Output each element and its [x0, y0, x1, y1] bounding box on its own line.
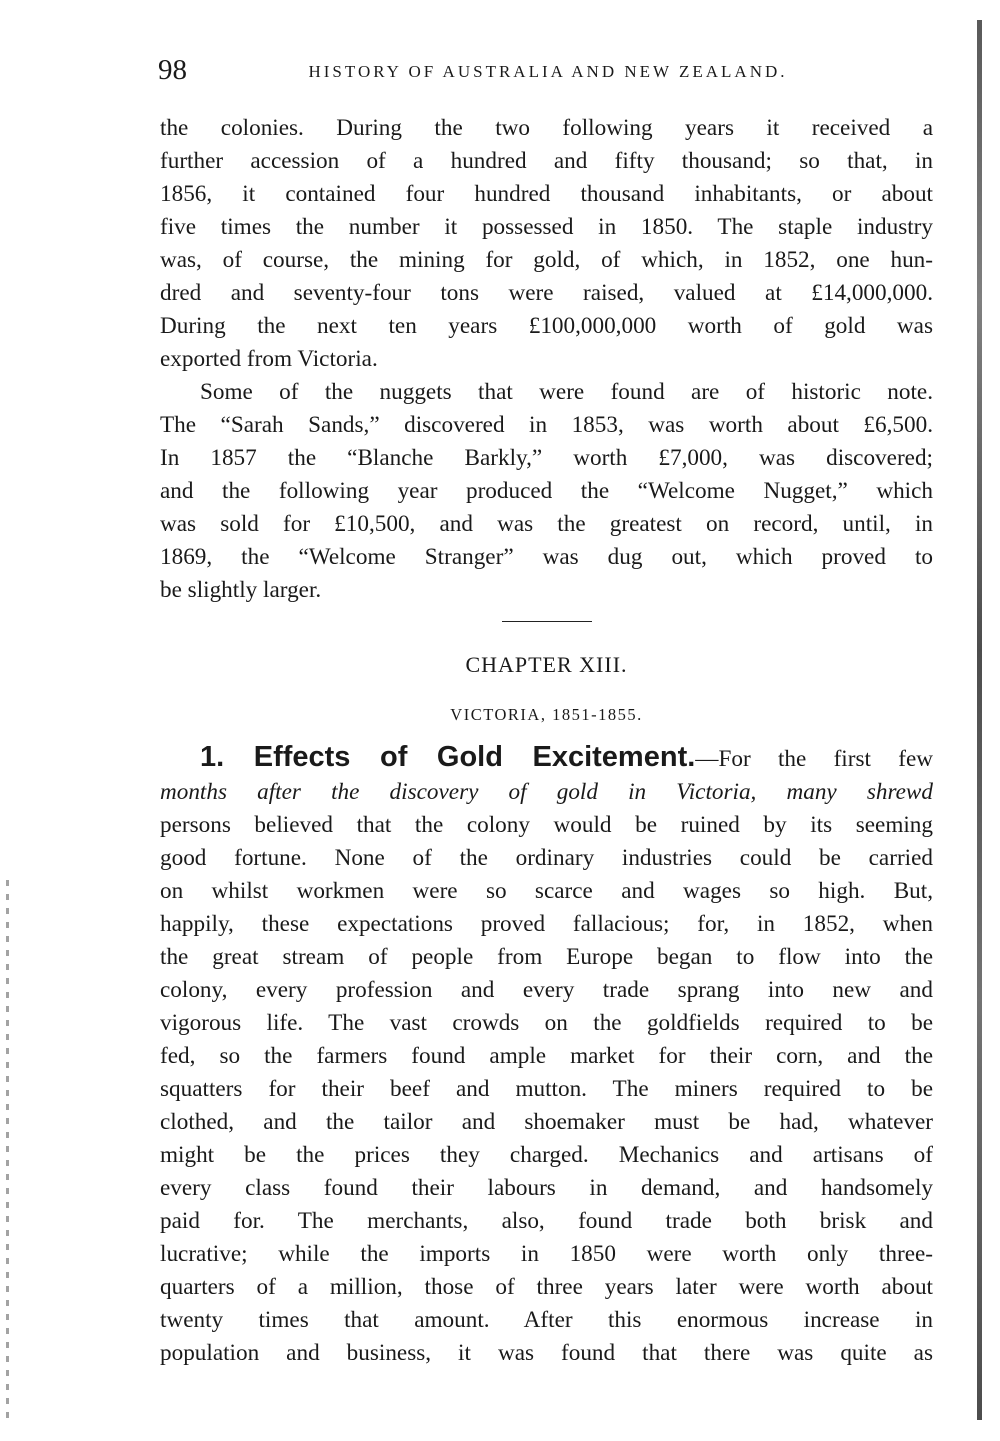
text-line: be slightly larger. — [160, 577, 322, 603]
section-heading: 1. Effects of Gold Excitement. — [200, 741, 696, 773]
paragraph-gold-excitement — [160, 738, 933, 1370]
text-line: happily, these expectations proved fallacious; for, in 1852, when — [160, 911, 933, 937]
section-divider — [502, 621, 592, 622]
text-line: twenty times that amount. After this enormous increase in — [160, 1307, 933, 1333]
text-line: and the following year produced the “Welcome Nugget,” which — [160, 478, 933, 504]
scan-edge-shadow — [977, 20, 982, 1420]
text-line: fed, so the farmers found ample market for their corn, and the — [160, 1043, 933, 1069]
paragraph-colonies-growth — [160, 112, 933, 376]
running-title: HISTORY OF AUSTRALIA AND NEW ZEALAND. — [308, 62, 788, 81]
text-line: 1856, it contained four hundred thousand inhabitants, or about — [160, 181, 933, 207]
text-line: the great stream of people from Europe began to flow into the — [160, 944, 933, 970]
text-line: five times the number it possessed in 1850. The staple industry — [160, 214, 933, 240]
lead-text: —For the first few — [695, 746, 933, 772]
scan-edge-marks — [6, 880, 9, 1420]
text-line: paid for. The merchants, also, found trade both brisk and — [160, 1208, 933, 1234]
text-line: dred and seventy-four tons were raised, valued at £14,000,000. — [160, 280, 933, 306]
text-line: persons believed that the colony would be ruined by its seeming — [160, 812, 933, 838]
text-line: exported from Victoria. — [160, 346, 378, 372]
text-line: vigorous life. The vast crowds on the goldfields required to be — [160, 1010, 933, 1036]
text-line: The “Sarah Sands,” discovered in 1853, was worth about £6,500. — [160, 412, 933, 438]
text-line: quarters of a million, those of three years later were worth about — [160, 1274, 933, 1300]
text-line-italic: months after the discovery of gold in Victoria, many shrewd — [160, 779, 933, 805]
text-line: the colonies. During the two following years it received a — [160, 115, 933, 141]
page-number: 98 — [158, 54, 187, 86]
text-line: In 1857 the “Blanche Barkly,” worth £7,000, was discovered; — [160, 445, 933, 471]
text-line: 1869, the “Welcome Stranger” was dug out, which proved to — [160, 544, 933, 570]
chapter-title: CHAPTER XIII. — [465, 652, 628, 677]
text-line: During the next ten years £100,000,000 worth of gold was — [160, 313, 933, 339]
text-line: was, of course, the mining for gold, of which, in 1852, one hun- — [160, 247, 933, 273]
text-line: was sold for £10,500, and was the greatest on record, until, in — [160, 511, 933, 537]
section-lead-line — [160, 738, 933, 776]
text-line: squatters for their beef and mutton. The miners required to be — [160, 1076, 933, 1102]
text-line: lucrative; while the imports in 1850 were worth only three- — [160, 1241, 933, 1267]
text-line: population and business, it was found that there was quite as — [160, 1340, 933, 1366]
text-line: clothed, and the tailor and shoemaker must be had, whatever — [160, 1109, 933, 1135]
chapter-subtitle: VICTORIA, 1851-1855. — [450, 705, 643, 724]
text-line: further accession of a hundred and fifty thousand; so that, in — [160, 148, 933, 174]
text-line: Some of the nuggets that were found are of historic note. — [200, 379, 933, 405]
text-line: good fortune. None of the ordinary industries could be carried — [160, 845, 933, 871]
text-line: on whilst workmen were so scarce and wages so high. But, — [160, 878, 933, 904]
page-header — [158, 50, 938, 90]
paragraph-nuggets — [160, 376, 933, 607]
text-line: might be the prices they charged. Mechanics and artisans of — [160, 1142, 933, 1168]
text-line: colony, every profession and every trade sprang into new and — [160, 977, 933, 1003]
text-line: every class found their labours in demand, and handsomely — [160, 1175, 933, 1201]
